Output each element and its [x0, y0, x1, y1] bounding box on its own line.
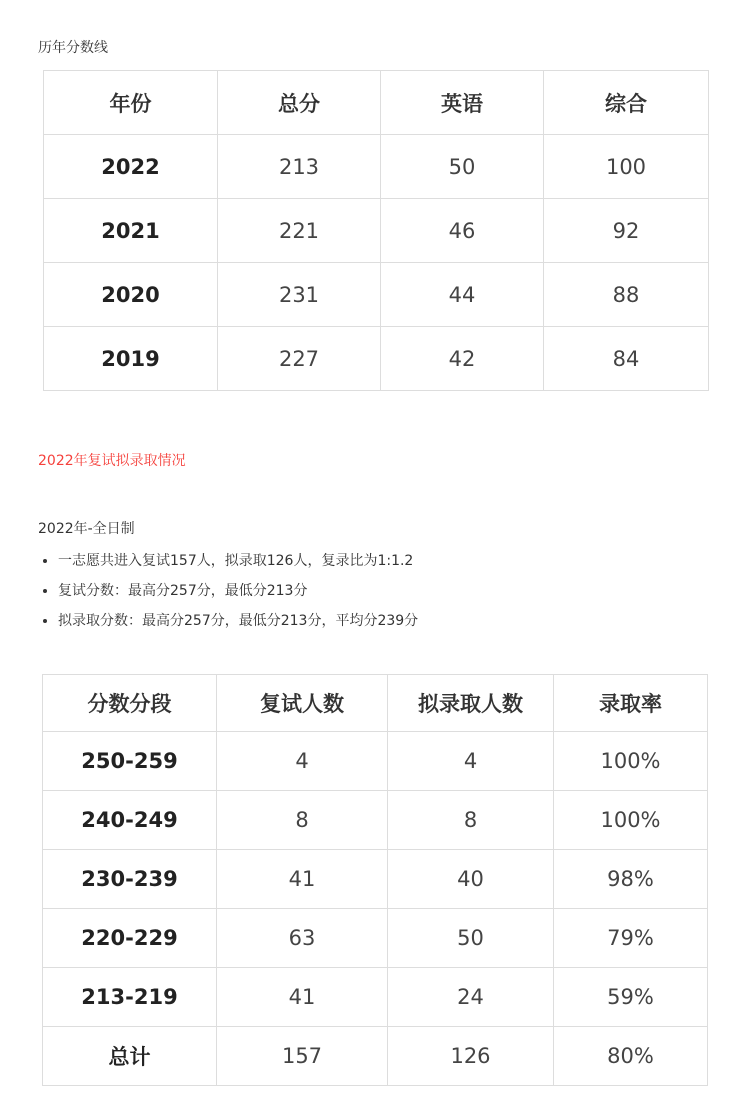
- table-cell: 92: [544, 199, 709, 263]
- table-cell: 50: [381, 135, 544, 199]
- table-cell: 221: [218, 199, 381, 263]
- table-row: [44, 327, 709, 391]
- table-cell: 41: [217, 850, 388, 909]
- subtitle: 2022年-全日制: [38, 521, 135, 537]
- header-cell: 总分: [218, 71, 381, 135]
- table-cell: 213-219: [43, 968, 217, 1027]
- list-item: • 复试分数：最高分257分，最低分213分: [58, 576, 418, 606]
- table-cell: 80%: [554, 1027, 708, 1086]
- table-cell: 157: [217, 1027, 388, 1086]
- table-cell: 24: [388, 968, 554, 1027]
- section-title-history: 历年分数线: [38, 40, 108, 56]
- header-cell: 分数分段: [43, 675, 217, 732]
- table-row: [43, 732, 708, 791]
- history-score-table: [43, 70, 709, 391]
- table-cell: 220-229: [43, 909, 217, 968]
- table-header-row: [44, 71, 709, 135]
- table-cell: 213: [218, 135, 381, 199]
- table-cell: 98%: [554, 850, 708, 909]
- list-item: • 拟录取分数：最高分257分，最低分213分，平均分239分: [58, 606, 418, 636]
- table-header-row: [43, 675, 708, 732]
- table-cell: 8: [217, 791, 388, 850]
- table-row: [43, 850, 708, 909]
- table-cell: 46: [381, 199, 544, 263]
- table-cell: 230-239: [43, 850, 217, 909]
- table-cell: 4: [217, 732, 388, 791]
- table-cell: 40: [388, 850, 554, 909]
- table-cell: 41: [217, 968, 388, 1027]
- table-cell: 84: [544, 327, 709, 391]
- table-cell: 227: [218, 327, 381, 391]
- table-row: [43, 968, 708, 1027]
- table-row: [43, 791, 708, 850]
- table-cell: 88: [544, 263, 709, 327]
- header-cell: 英语: [381, 71, 544, 135]
- table-cell: 79%: [554, 909, 708, 968]
- table-cell: 100%: [554, 791, 708, 850]
- table-cell: 总计: [43, 1027, 217, 1086]
- header-cell: 复试人数: [217, 675, 388, 732]
- bullet-list: [38, 546, 418, 636]
- header-cell: 录取率: [554, 675, 708, 732]
- table-cell: 42: [381, 327, 544, 391]
- table-cell: 250-259: [43, 732, 217, 791]
- table-row: [43, 909, 708, 968]
- table-cell: 2022: [44, 135, 218, 199]
- table-cell: 2021: [44, 199, 218, 263]
- section-title-2022: 2022年复试拟录取情况: [38, 453, 186, 469]
- table-cell: 2020: [44, 263, 218, 327]
- list-item: • 一志愿共进入复试157人，拟录取126人，复录比为1:1.2: [58, 546, 418, 576]
- table-cell: 4: [388, 732, 554, 791]
- table-row: [44, 135, 709, 199]
- table-row: [43, 1027, 708, 1086]
- table-cell: 63: [217, 909, 388, 968]
- table-cell: 44: [381, 263, 544, 327]
- admission-table: [42, 674, 708, 1086]
- table-cell: 8: [388, 791, 554, 850]
- table-cell: 50: [388, 909, 554, 968]
- header-cell: 综合: [544, 71, 709, 135]
- table-row: [44, 263, 709, 327]
- table-cell: 240-249: [43, 791, 217, 850]
- header-cell: 拟录取人数: [388, 675, 554, 732]
- table-cell: 59%: [554, 968, 708, 1027]
- table-cell: 231: [218, 263, 381, 327]
- table-row: [44, 199, 709, 263]
- table-cell: 100: [544, 135, 709, 199]
- table-cell: 100%: [554, 732, 708, 791]
- table-cell: 2019: [44, 327, 218, 391]
- header-cell: 年份: [44, 71, 218, 135]
- table-cell: 126: [388, 1027, 554, 1086]
